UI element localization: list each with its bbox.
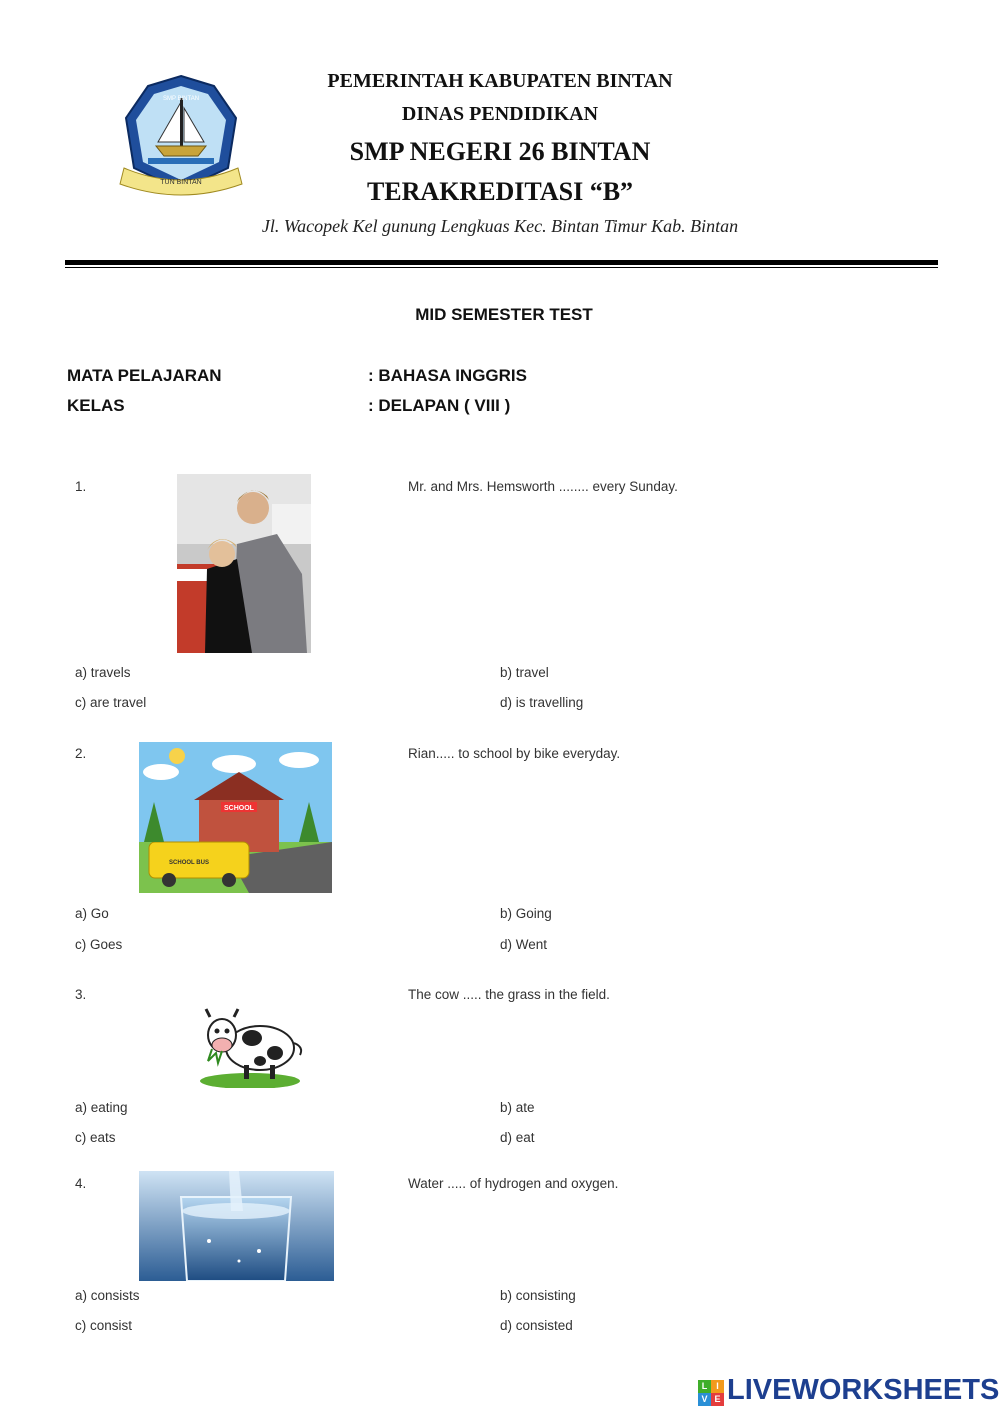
question-text: The cow ..... the grass in the field. [408, 987, 610, 1002]
school-bus-image [139, 742, 332, 893]
header-rule-thin [65, 267, 938, 268]
subject-value: : BAHASA INGGRIS [368, 366, 527, 385]
logo-tile-v: V [698, 1393, 711, 1406]
header-rule-thick [65, 260, 938, 265]
liveworksheets-brand[interactable]: LIVEWORKSHEETS [727, 1374, 1000, 1406]
option-d[interactable]: d) is travelling [500, 695, 584, 710]
accreditation: TERAKREDITASI “B” [366, 177, 634, 206]
option-d[interactable]: d) eat [500, 1130, 535, 1145]
school-sign-text: SCHOOL [224, 805, 254, 812]
question-number: 1. [75, 479, 87, 494]
question-text: Mr. and Mrs. Hemsworth ........ every Sunday. [408, 479, 678, 494]
cow-image [200, 1003, 306, 1088]
question-number: 3. [75, 987, 87, 1002]
option-d[interactable]: d) consisted [500, 1318, 573, 1333]
option-b[interactable]: b) Going [500, 906, 552, 921]
option-b[interactable]: b) consisting [500, 1288, 576, 1303]
school-name: SMP NEGERI 26 BINTAN [349, 137, 651, 166]
option-d[interactable]: d) Went [500, 937, 548, 952]
class-label: KELAS [67, 396, 125, 415]
subject-label: MATA PELAJARAN [67, 366, 222, 385]
school-logo [118, 72, 244, 200]
water-glass-image [139, 1171, 334, 1281]
class-value: : DELAPAN ( VIII ) [368, 396, 511, 415]
option-b[interactable]: b) ate [500, 1100, 535, 1115]
header-line2: DINAS PENDIDIKAN [401, 103, 599, 125]
logo-tile-i: I [711, 1380, 724, 1393]
liveworksheets-logo-icon [698, 1380, 724, 1406]
logo-tile-l: L [698, 1380, 711, 1393]
logo-tile-e: E [711, 1393, 724, 1406]
option-c[interactable]: c) eats [75, 1130, 116, 1145]
option-a[interactable]: a) consists [75, 1288, 140, 1303]
option-c[interactable]: c) consist [75, 1318, 133, 1333]
logo-top-text: SMP BINTAN [162, 96, 200, 102]
question-text: Water ..... of hydrogen and oxygen. [408, 1176, 619, 1191]
bus-sign-text: SCHOOL BUS [169, 860, 209, 866]
option-c[interactable]: c) are travel [75, 695, 147, 710]
question-number: 4. [75, 1176, 87, 1191]
option-c[interactable]: c) Goes [75, 937, 123, 952]
header-line1: PEMERINTAH KABUPATEN BINTAN [327, 70, 673, 92]
school-address: Jl. Wacopek Kel gunung Lengkuas Kec. Bintan Timur Kab. Bintan [261, 216, 739, 236]
option-a[interactable]: a) travels [75, 665, 131, 680]
couple-photo [177, 474, 311, 653]
option-b[interactable]: b) travel [500, 665, 549, 680]
question-text: Rian..... to school by bike everyday. [408, 746, 621, 761]
option-a[interactable]: a) eating [75, 1100, 128, 1115]
logo-banner-text: TUN BINTAN [160, 179, 202, 186]
option-a[interactable]: a) Go [75, 906, 109, 921]
question-number: 2. [75, 746, 87, 761]
test-title: MID SEMESTER TEST [415, 305, 593, 324]
